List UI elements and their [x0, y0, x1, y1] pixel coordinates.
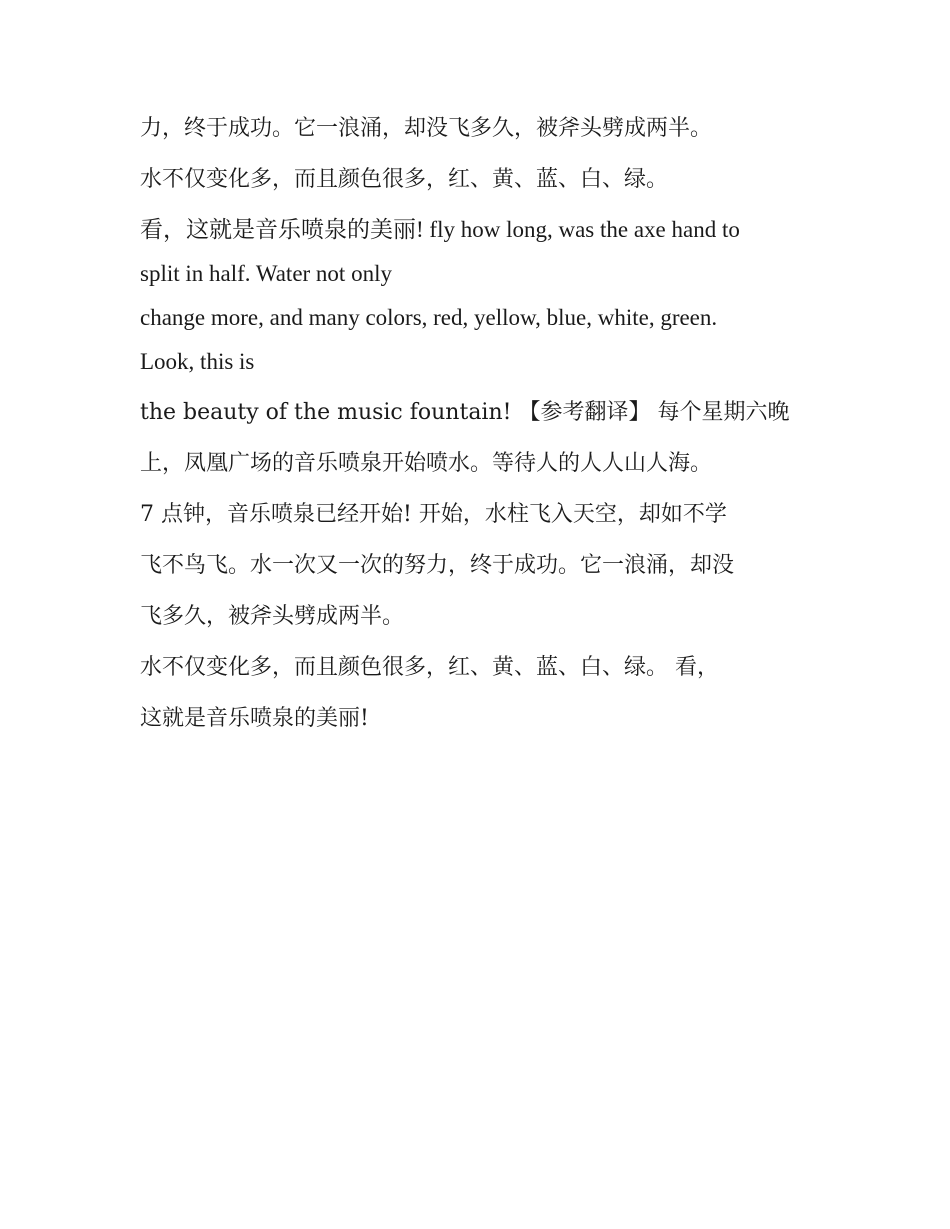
text-line: 力，终于成功。它一浪涌，却没飞多久，被斧头劈成两半。 [140, 116, 713, 141]
text-line: 飞多久，被斧头劈成两半。 [140, 604, 405, 629]
text-line: Look, this is [140, 349, 255, 374]
text-line: 水不仅变化多，而且颜色很多，红、黄、蓝、白、绿。 [140, 167, 669, 192]
text-line: split in half. Water not only [140, 261, 392, 286]
text-line: change more, and many colors, red, yellow, blue, white, green. [140, 305, 718, 330]
text-line: 7 点钟，音乐喷泉已经开始! 开始，水柱飞入天空，却如不学 [140, 502, 727, 527]
document-body [140, 108, 820, 749]
text-line: 水不仅变化多，而且颜色很多，红、黄、蓝、白、绿。 看， [140, 655, 719, 680]
text-line: the beauty of the music fountain! 【参考翻译】 每个星期六晚 [140, 400, 790, 425]
text-line: 飞不鸟飞。水一次又一次的努力，终于成功。它一浪涌，却没 [140, 553, 735, 578]
text-line: 上，凤凰广场的音乐喷泉开始喷水。等待人的人人山人海。 [140, 451, 713, 476]
text-line: 这就是音乐喷泉的美丽! [140, 706, 369, 731]
text-line: 看，这就是音乐喷泉的美丽! fly how long, was the axe hand to [140, 217, 740, 242]
